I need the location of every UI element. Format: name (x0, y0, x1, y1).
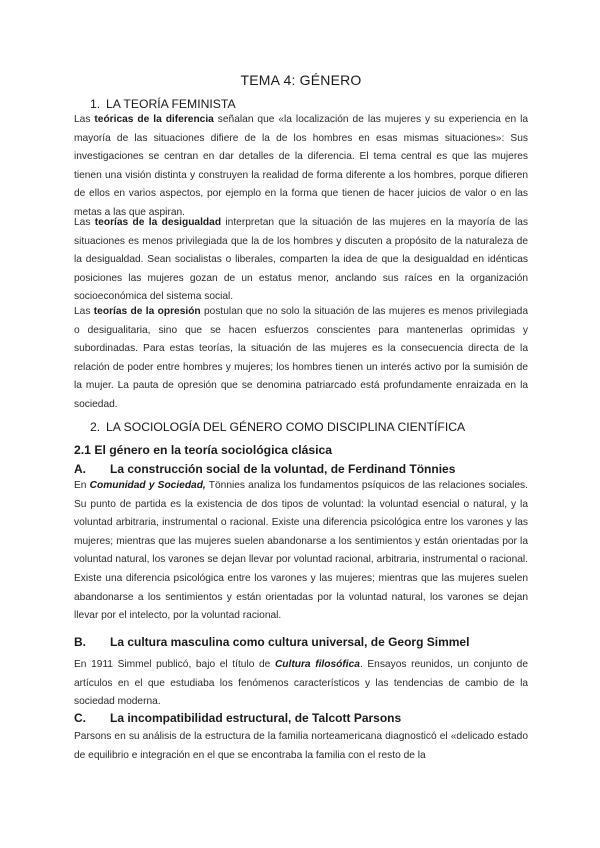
term-teorias-desigualdad: teorías de la desigualdad (94, 217, 222, 228)
section-2-heading (74, 420, 465, 434)
term-teoricas-diferencia: teóricas de la diferencia (94, 114, 214, 125)
subsection-a-heading (74, 462, 455, 476)
subsection-b-letter: B. (74, 635, 86, 649)
b-pre: En 1911 Simmel publicó, bajo el título de (74, 659, 275, 670)
section-1-heading (74, 97, 236, 111)
p3-pre: Las (74, 306, 94, 317)
b-text: . Ensayos reunidos, un conjunto de artículos en el que estudiaba los fenómenos característicos y las tendencias de cambio de la sociedad moderna. (74, 659, 528, 708)
term-teorias-opresion: teorías de la opresión (93, 306, 201, 317)
subsection-a-title: La construcción social de la voluntad, de Ferdinand Tönnies (110, 462, 456, 476)
subsection-a-letter: A. (74, 462, 86, 476)
a-pre: En (74, 480, 90, 491)
subsection-2-1-heading: 2.1 El género en la teoría sociológica clásica (74, 443, 333, 457)
page-title: TEMA 4: GÉNERO (240, 72, 362, 88)
section-1-number: 1. (90, 97, 101, 111)
p1-pre: Las (74, 114, 95, 125)
subsection-c-heading (74, 711, 401, 725)
p2-text: interpretan que la situación de las mujeres en la mayoría de las situaciones es menos privilegiada que la de los hombres y discuten a propósito de la naturaleza de la desigualdad. Sean socialistas o liberales, comparten la idea de que la desigualdad en idénticas posiciones las mujeres gozan de un estatus menor, anclando sus raíces en la organización socioeconómica del sistema social. (74, 217, 528, 303)
subsection-c-title: La incompatibilidad estructural, de Talcott Parsons (110, 711, 402, 725)
paragraph-simmel (74, 656, 528, 712)
work-comunidad-sociedad: Comunidad y Sociedad, (89, 480, 206, 491)
p3-text: postulan que no solo la situación de las mujeres es menos privilegiada o desigualitaria, sino que se hacen esfuerzos conscientes para mantenerlas oprimidas y subordinadas. Para estas teorías, la situación de las mujeres es la consecuencia directa de la relación de poder entre hombres y mujeres; los hombres tienen un interés activo por la sumisión de la mujer. La pauta de opresión que se denomina patriarcado está profundamente enraizada en la sociedad. (74, 306, 528, 410)
section-2-title: LA SOCIOLOGÍA DEL GÉNERO COMO DISCIPLINA CIENTÍFICA (106, 420, 466, 434)
a-text: Tönnies analiza los fundamentos psíquicos de las relaciones sociales. Su punto de partida es la existencia de dos tipos de voluntad: la voluntad esencial o natural, y la voluntad arbitraria, instrumental o racional. Existe una diferencia psicológica entre los varones y las mujeres; mientras que las mujeres suelen abandonarse a los sentimientos y están orientadas por la voluntad natural, los varones se dejan llevar por voluntad racional, arbitraria, instrumental o racional. Existe una diferencia psicológica entre los varones y las mujeres; mientras que las mujeres suelen abandonarse a los sentimientos y están orientadas por la voluntad natural, los varones se dejan llevar por el intelecto, por la voluntad racional. (74, 480, 528, 622)
p2-pre: Las (74, 217, 95, 228)
paragraph-parsons: Parsons en su análisis de la estructura de la familia norteamericana diagnosticó el «delicado estado de equilibrio e integración en el que se encontraba la familia con el resto de la (74, 731, 528, 761)
section-2-number: 2. (90, 420, 101, 434)
p1-text: señalan que «la localización de las mujeres y su experiencia en la mayoría de las situaciones difiere de la de los hombres en esas mismas situaciones»: Sus investigaciones se centran en dar detalles de la diferencia. El tema central es que las mujeres tienen una visión distinta y construyen la realidad de forma diferente a los hombres, porque difieren de ellos en varios aspectos, por ejemplo en la forma que tienen de hacer juicios de valor o en las metas a las que aspiran. (74, 114, 529, 218)
paragraph-diferencia (74, 111, 528, 223)
section-1-title: LA TEORÍA FEMINISTA (106, 97, 236, 111)
subsection-b-heading (74, 635, 469, 649)
work-cultura-filosofica: Cultura filosófica (274, 659, 360, 670)
paragraph-tonnies (74, 477, 528, 626)
subsection-b-title: La cultura masculina como cultura universal, de Georg Simmel (110, 635, 470, 649)
subsection-c-letter: C. (74, 711, 86, 725)
paragraph-opresion (74, 303, 528, 415)
paragraph-desigualdad (74, 214, 528, 307)
